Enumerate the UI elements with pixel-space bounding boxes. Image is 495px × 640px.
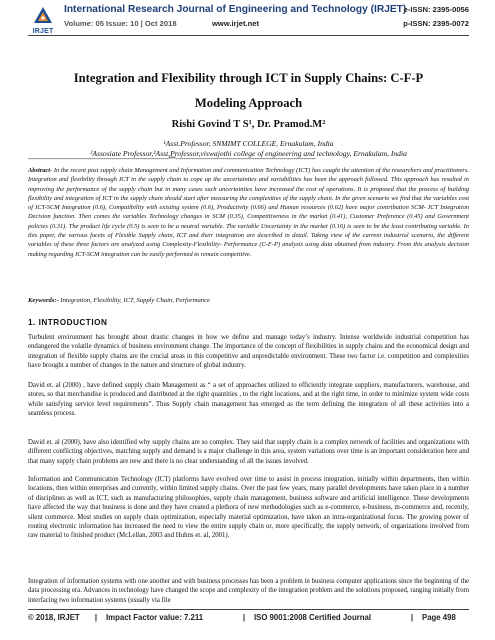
body-paragraph: David et. al (2000) , have defined supply chain Management as “ a set of approaches utilized to efficiently integrate suppliers, manufacturers, warehouse, and stores, so that merchandise is produced and distributed at the right quantities , to the right locations, and at the right time, in order to minimize system wide costs while satisfying service level requirements”. Thus Supply chain management has emerged as the term defining the integration of all these activities into a seamless process.: [28, 382, 469, 418]
keywords-text: Integration, Flexibility, ICT, Supply Chain, Performance: [58, 297, 210, 304]
body-paragraph: David et. al (2000), have also identified why supply chains are so complex. They said that supply chain is a complex network of facilities and organizations with different conflicting objectives, matching supply and demand is a major challenge in this area, system variations over time is an important consideration here and that many supply chain problems are new and there is no clear understanding of all the issues involved.: [28, 439, 469, 465]
affiliation-2: ²Assosiate Professor,²Asst.Professor,viswajothi college of engineering and technology, Ernakulam, India: [90, 149, 407, 158]
section-separator: ---------------------------------------------------------------------***---------------------------------------------------------------------: [28, 156, 316, 163]
paper-authors: Rishi Govind T S¹, Dr. Pramod.M²: [171, 119, 326, 130]
body-paragraph: Integration of information systems with one another and with business processes has been a problem in business computer applications since the beginning of the data processing era. Advances in technology have changed the scope and complexity of the integration problem and the solutions proposed, ranging initially from interfacing two information systems (usually via file: [28, 578, 469, 604]
irjet-logo-icon: [32, 6, 54, 26]
paper-title-line1: Integration and Flexibility through ICT in Supply Chains: C-F-P: [73, 71, 424, 85]
footer-iso: ISO 9001:2008 Certified Journal: [254, 613, 372, 622]
footer-divider: [28, 609, 469, 610]
footer-impact-factor: Impact Factor value: 7.211: [106, 613, 204, 622]
journal-title: International Research Journal of Engineering and Technology (IRJET): [64, 4, 407, 15]
page-footer: [28, 613, 469, 622]
p-issn: p-ISSN: 2395-0072: [403, 19, 469, 28]
footer-separator: |: [242, 613, 246, 622]
keywords: [28, 297, 469, 304]
header-divider: [28, 35, 469, 36]
paper-title-line2: Modeling Approach: [194, 96, 303, 110]
paper-title: [28, 66, 469, 116]
e-issn: e-ISSN: 2395-0056: [403, 5, 469, 14]
abstract-text: - In the recent past supply chain Management and Information and communication Technology (ICT) has caught the attention of the researchers and practitioners. Integration and flexibility through ICT in the supply chain to cope up the uncertainties and variabilities has been the approach followed. This approach has resulted in improving the performance of the supply chain but in many cases such uncertainties have increased the cost of operations. It is proposed that the process of building flexibility and integration of ICT in the supply chain should start after measuring the complexities of the supply chain. In the given scenario we find that the variables cost of ICT-SCM Integration (0.6), Compatibility with existing system (0.6), Productivity (0.66) and Human resources (0.62) have major contribution SCM- ICT Integration Decision function. Then comes the variables Technology changes in SCM (0.35), Competitiveness in the market (0.41), Customer Preference (0.45) and Government policies (0.31). The product life cycle (0.5) is seen to be a neutral variable. The variable Uncertainty in the market (0.16) is seen to be the least contributing variable. In this paper, the various facets of Flexible Supply chain, ICT and their integration are described in detail. Taking view of the current industrial scenario, the different variables of these three factors are analyzed using Complexity-Flexibility- Performance (C-F-P) analysis using data obtained from industry. From this analysis decision making regarding ICT-SCM integration can be easily performed to remain competitive.: [28, 167, 469, 258]
footer-separator: |: [94, 613, 98, 622]
footer-page-number: Page 498: [422, 613, 456, 622]
body-paragraph: Turbulent environment has brought about drastic changes in how we define and manage today’s industry. Intense worldwide industrial competition has endangered the volatile dynamics of business environment change. The importance of the concept of flexibilities in supply chains and the economical design and integration of flexible supply chains are the crucial areas in this competitive and unpredictable environment. These two factor i.e. competition and complexities have brought a number of changes in the nature and structure of global industry.: [28, 334, 469, 370]
journal-header: [0, 0, 495, 50]
body-paragraph: Information and Communication Technology (ICT) platforms have evolved over time to assist in process integration, initially within departments, then within locations, then within enterprises and currently, within limited supply chains. Over the past few years, many parallel developments have taken place in a number of disciplines as well as ICT, such as manufacturing philosophies, supply chain management, business software and artificial intelligence. These developments have affected the way that business is done and they have created a plethora of new methodologies such as e-commerce, e-business, m-commerce and, recently, silent commerce. Most studies on supply chain optimization, especially material optimization, have taken an intra-organizational focus. The growing power of routing electronic information has increased the need to view the entire supply chain or, more specifically, the supply network, of organizations involved from raw material to finished product (McLellan, 2003 and Huhns et. al, 2001).: [28, 476, 469, 540]
footer-separator: |: [410, 613, 414, 622]
affiliation-1: ¹Asst.Professor, SNMIMT COLLEGE, Ernakulam, India: [163, 139, 334, 148]
footer-copyright: © 2018, IRJET: [28, 613, 80, 622]
keywords-label: Keywords:-: [28, 297, 59, 304]
logo-text: IRJET: [32, 28, 54, 35]
abstract: [28, 166, 469, 259]
abstract-label: Abstract: [28, 167, 51, 174]
section-heading: 1. INTRODUCTION: [28, 318, 108, 327]
journal-website: www.irjet.net: [212, 19, 259, 28]
irjet-logo: [28, 4, 58, 44]
volume-issue: Volume: 05 Issue: 10 | Oct 2018: [64, 19, 177, 28]
